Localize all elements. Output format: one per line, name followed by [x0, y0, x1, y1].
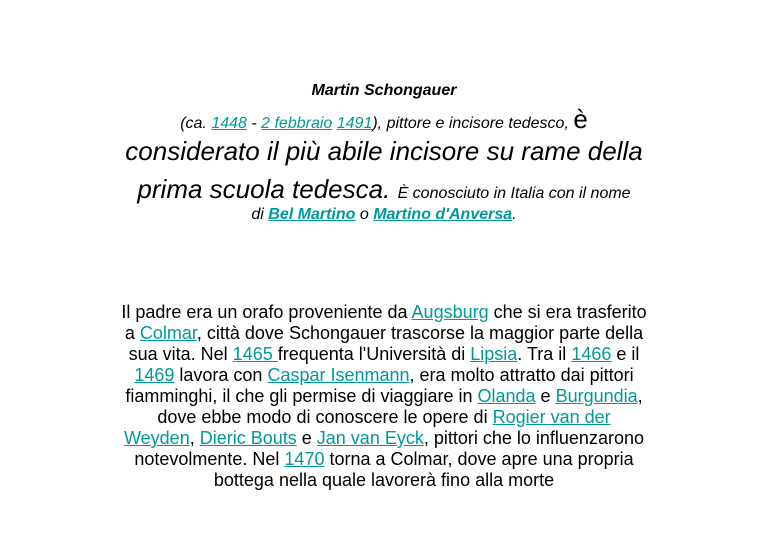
text: , città dove Schongauer trascorse la maggior parte della [196, 323, 644, 343]
text: (ca. [180, 115, 212, 132]
link-2-febbraio[interactable]: 2 febbraio [261, 115, 333, 132]
text: , [637, 386, 643, 406]
link-year-1469[interactable]: 1469 [134, 365, 175, 385]
body-line-9: bottega nella quale lavorerà fino alla morte [213, 470, 555, 490]
text: e il [611, 344, 640, 364]
text: e [296, 428, 317, 448]
link-rogier-van-der-weyden-part2[interactable]: Weyden [124, 428, 190, 448]
body-line-8 [0, 449, 768, 470]
text: frequenta l'Università di [277, 344, 471, 364]
link-year-1466[interactable]: 1466 [571, 344, 612, 364]
link-caspar-isenmann[interactable]: Caspar Isenmann [267, 365, 410, 385]
heading-line-dates [0, 104, 768, 135]
text: . Tra il [517, 344, 572, 364]
text: , pittori che lo influenzarono [423, 428, 644, 448]
text: e [535, 386, 556, 406]
heading-line-3: considerato il più abile incisore su rame della [125, 136, 643, 166]
text: ), pittore e incisore tedesco, [372, 115, 574, 132]
text: . [512, 206, 517, 223]
body-line-1 [0, 302, 768, 323]
link-year-1470[interactable]: 1470 [284, 449, 325, 469]
text: prima scuola tedesca. [137, 174, 398, 204]
link-dieric-bouts[interactable]: Dieric Bouts [199, 428, 297, 448]
link-lipsia[interactable]: Lipsia [470, 344, 518, 364]
link-year-1448[interactable]: 1448 [211, 115, 247, 132]
text: torna a Colmar, dove apre una propria [324, 449, 634, 469]
body-line-5 [0, 386, 768, 407]
body-line-6 [0, 407, 768, 428]
body-line-7 [0, 428, 768, 449]
link-rogier-van-der-weyden-part1[interactable]: Rogier van der [492, 407, 611, 427]
text: , [189, 428, 200, 448]
heading-line-4 [0, 174, 768, 205]
title-name: Martin Schongauer [311, 82, 457, 99]
text: Il padre era un orafo proveniente da [121, 302, 412, 322]
text: è [573, 104, 588, 134]
link-burgundia[interactable]: Burgundia [555, 386, 638, 406]
text: a [124, 323, 140, 343]
link-colmar[interactable]: Colmar [139, 323, 197, 343]
body-line-2 [0, 323, 768, 344]
heading-line-5 [0, 206, 768, 224]
text: È conosciuto in Italia con il nome [397, 185, 631, 202]
body-line-3 [0, 344, 768, 365]
link-bel-martino[interactable]: Bel Martino [268, 206, 356, 223]
text: o [355, 206, 374, 223]
text: di [251, 206, 269, 223]
text: , era molto attratto dai pittori [409, 365, 634, 385]
text: fiamminghi, il che gli permise di viaggiare in [125, 386, 478, 406]
text: lavora con [174, 365, 268, 385]
link-martino-anversa[interactable]: Martino d'Anversa [373, 206, 513, 223]
link-olanda[interactable]: Olanda [477, 386, 536, 406]
text: sua vita. Nel [128, 344, 233, 364]
text: che si era trasferito [488, 302, 647, 322]
link-year-1491[interactable]: 1491 [336, 115, 373, 132]
text: dove ebbe modo di conoscere le opere di [157, 407, 493, 427]
link-jan-van-eyck[interactable]: Jan van Eyck [316, 428, 424, 448]
text: notevolmente. Nel [134, 449, 285, 469]
body-line-4 [0, 365, 768, 386]
link-year-1465[interactable]: 1465 [232, 344, 278, 364]
link-augsburg[interactable]: Augsburg [411, 302, 489, 322]
text: - [246, 115, 262, 132]
